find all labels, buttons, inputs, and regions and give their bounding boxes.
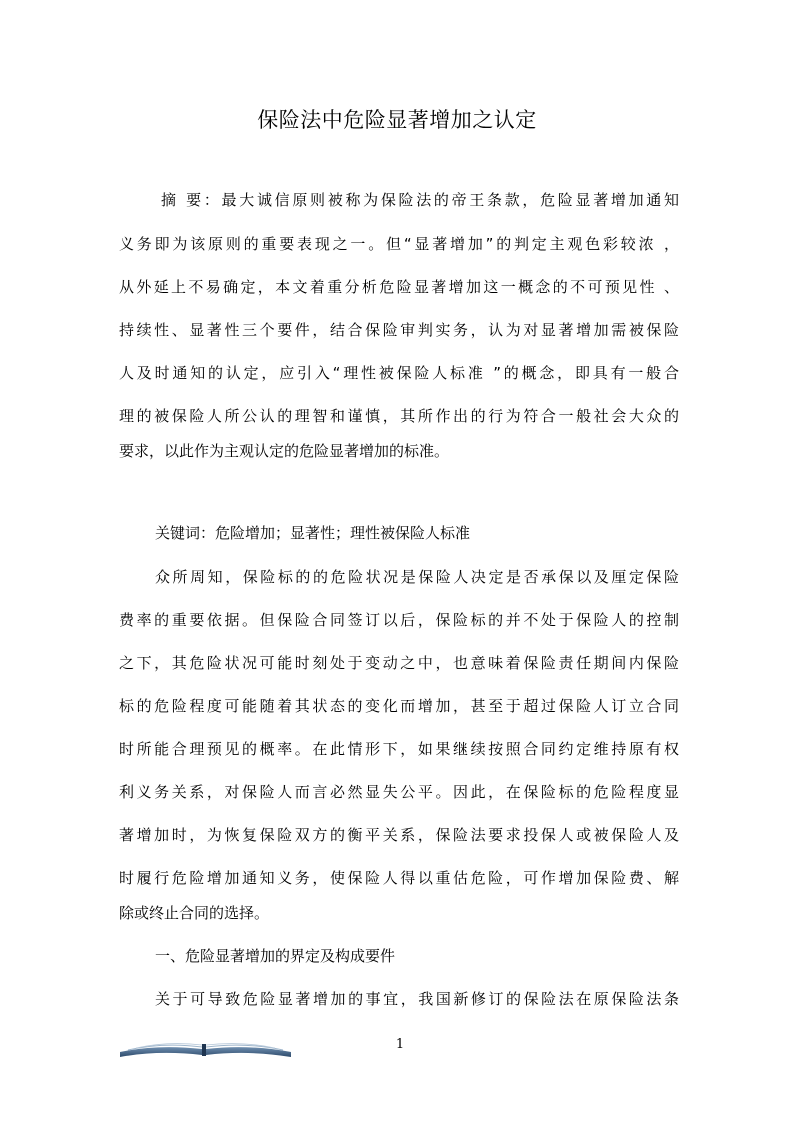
abstract-line-6: 理的被保险人所公认的理智和谨慎，其所作出的行为符合一般社会大众的 <box>119 407 679 425</box>
abstract-line-5: 人及时通知的认定，应引入“理性被保险人标准 ”的概念，即具有一般合 <box>119 364 679 382</box>
abstract-line-2: 义务即为该原则的重要表现之一。但“显著增加”的判定主观色彩较浓 ， <box>119 235 679 253</box>
page-number: 1 <box>395 1037 405 1052</box>
document-title: 保险法中危险显著增加之认定 <box>257 108 537 132</box>
body-line-10: 关于可导致危险显著增加的事宜，我国新修订的保险法在原保险法条 <box>155 990 679 1008</box>
body-line-6: 利义务关系，对保险人而言必然显失公平。因此，在保险标的危险程度显 <box>119 783 679 801</box>
open-book-icon <box>118 1036 293 1058</box>
abstract-line-7: 要求，以此作为主观认定的危险显著增加的标准。 <box>119 442 450 460</box>
section-heading: 一、危险显著增加的界定及构成要件 <box>155 947 396 965</box>
body-line-7: 著增加时，为恢复保险双方的衡平关系，保险法要求投保人或被保险人及 <box>119 826 679 844</box>
body-line-9: 除或终止合同的选择。 <box>119 904 270 922</box>
body-line-5: 时所能合理预见的概率。在此情形下，如果继续按照合同约定维持原有权 <box>119 740 679 758</box>
body-line-2: 费率的重要依据。但保险合同签订以后，保险标的并不处于保险人的控制 <box>119 611 679 629</box>
body-line-3: 之下，其危险状况可能时刻处于变动之中，也意味着保险责任期间内保险 <box>119 654 679 672</box>
abstract-line-4: 持续性、显著性三个要件，结合保险审判实务，认为对显著增加需被保险 <box>119 321 679 339</box>
body-line-4: 标的危险程度可能随着其状态的变化而增加，甚至于超过保险人订立合同 <box>119 697 679 715</box>
keywords-line: 关键词：危险增加；显著性；理性被保险人标准 <box>155 524 471 542</box>
body-line-8: 时履行危险增加通知义务，使保险人得以重估危险，可作增加保险费、解 <box>119 869 679 887</box>
abstract-line-3: 从外延上不易确定，本文着重分析危险显著增加这一概念的不可预见性 、 <box>119 278 679 296</box>
abstract-line-1: 摘 要：最大诚信原则被称为保险法的帝王条款，危险显著增加通知 <box>161 191 679 209</box>
body-line-1: 众所周知，保险标的的危险状况是保险人决定是否承保以及厘定保险 <box>155 568 679 586</box>
